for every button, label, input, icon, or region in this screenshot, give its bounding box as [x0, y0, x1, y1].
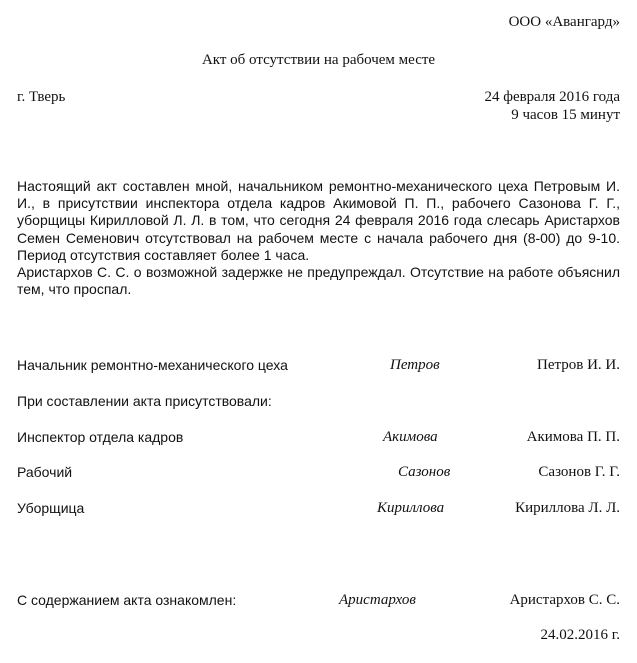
cleaner-signature: Кириллова	[377, 500, 445, 516]
worker-role: Рабочий	[17, 464, 73, 480]
act-body	[17, 178, 620, 298]
body-paragraph-1: Настоящий акт составлен мной, начальником ремонтно-механического цеха Петровым И. И., в присутствии инспектора отдела кадров Акимовой П. П., рабочего Сазонова Г. Г., уборщицы Кирилловой Л. Л. в том, что сегодня 24 февраля 2016 года слесарь Аристархов Семен Семенович отсутствовал на рабочем месте с начала рабочего дня (8-00) до 9-10. Период отсутствия составляет более 1 часа.	[17, 178, 620, 263]
cleaner-name: Кириллова Л. Л.	[515, 500, 620, 516]
inspector-signature: Акимова	[383, 429, 438, 445]
worker-name: Сазонов Г. Г.	[538, 464, 620, 480]
chief-signature: Петров	[390, 357, 440, 373]
present-label: При составлении акта присутствовали:	[17, 393, 272, 409]
document-title: Акт об отсутствии на рабочем месте	[201, 52, 436, 68]
cleaner-role: Уборщица	[17, 500, 85, 516]
body-paragraph-2: Аристархов С. С. о возможной задержке не предупреждал. Отсутствие на работе объяснил тем, что проспал.	[17, 264, 620, 298]
chief-role: Начальник ремонтно-механического цеха	[17, 357, 288, 373]
worker-signature: Сазонов	[398, 464, 451, 480]
chief-name: Петров И. И.	[537, 357, 620, 373]
acknowledged-role: С содержанием акта ознакомлен:	[17, 592, 237, 608]
final-date: 24.02.2016 г.	[540, 627, 620, 643]
document-date: 24 февраля 2016 года	[484, 89, 620, 105]
city: г. Тверь	[17, 89, 66, 105]
inspector-role: Инспектор отдела кадров	[17, 429, 184, 445]
organization-name: ООО «Авангард»	[508, 14, 620, 30]
document-time: 9 часов 15 минут	[511, 107, 620, 123]
acknowledged-name: Аристархов С. С.	[509, 592, 620, 608]
acknowledged-signature: Аристархов	[339, 592, 416, 608]
inspector-name: Акимова П. П.	[526, 429, 620, 445]
